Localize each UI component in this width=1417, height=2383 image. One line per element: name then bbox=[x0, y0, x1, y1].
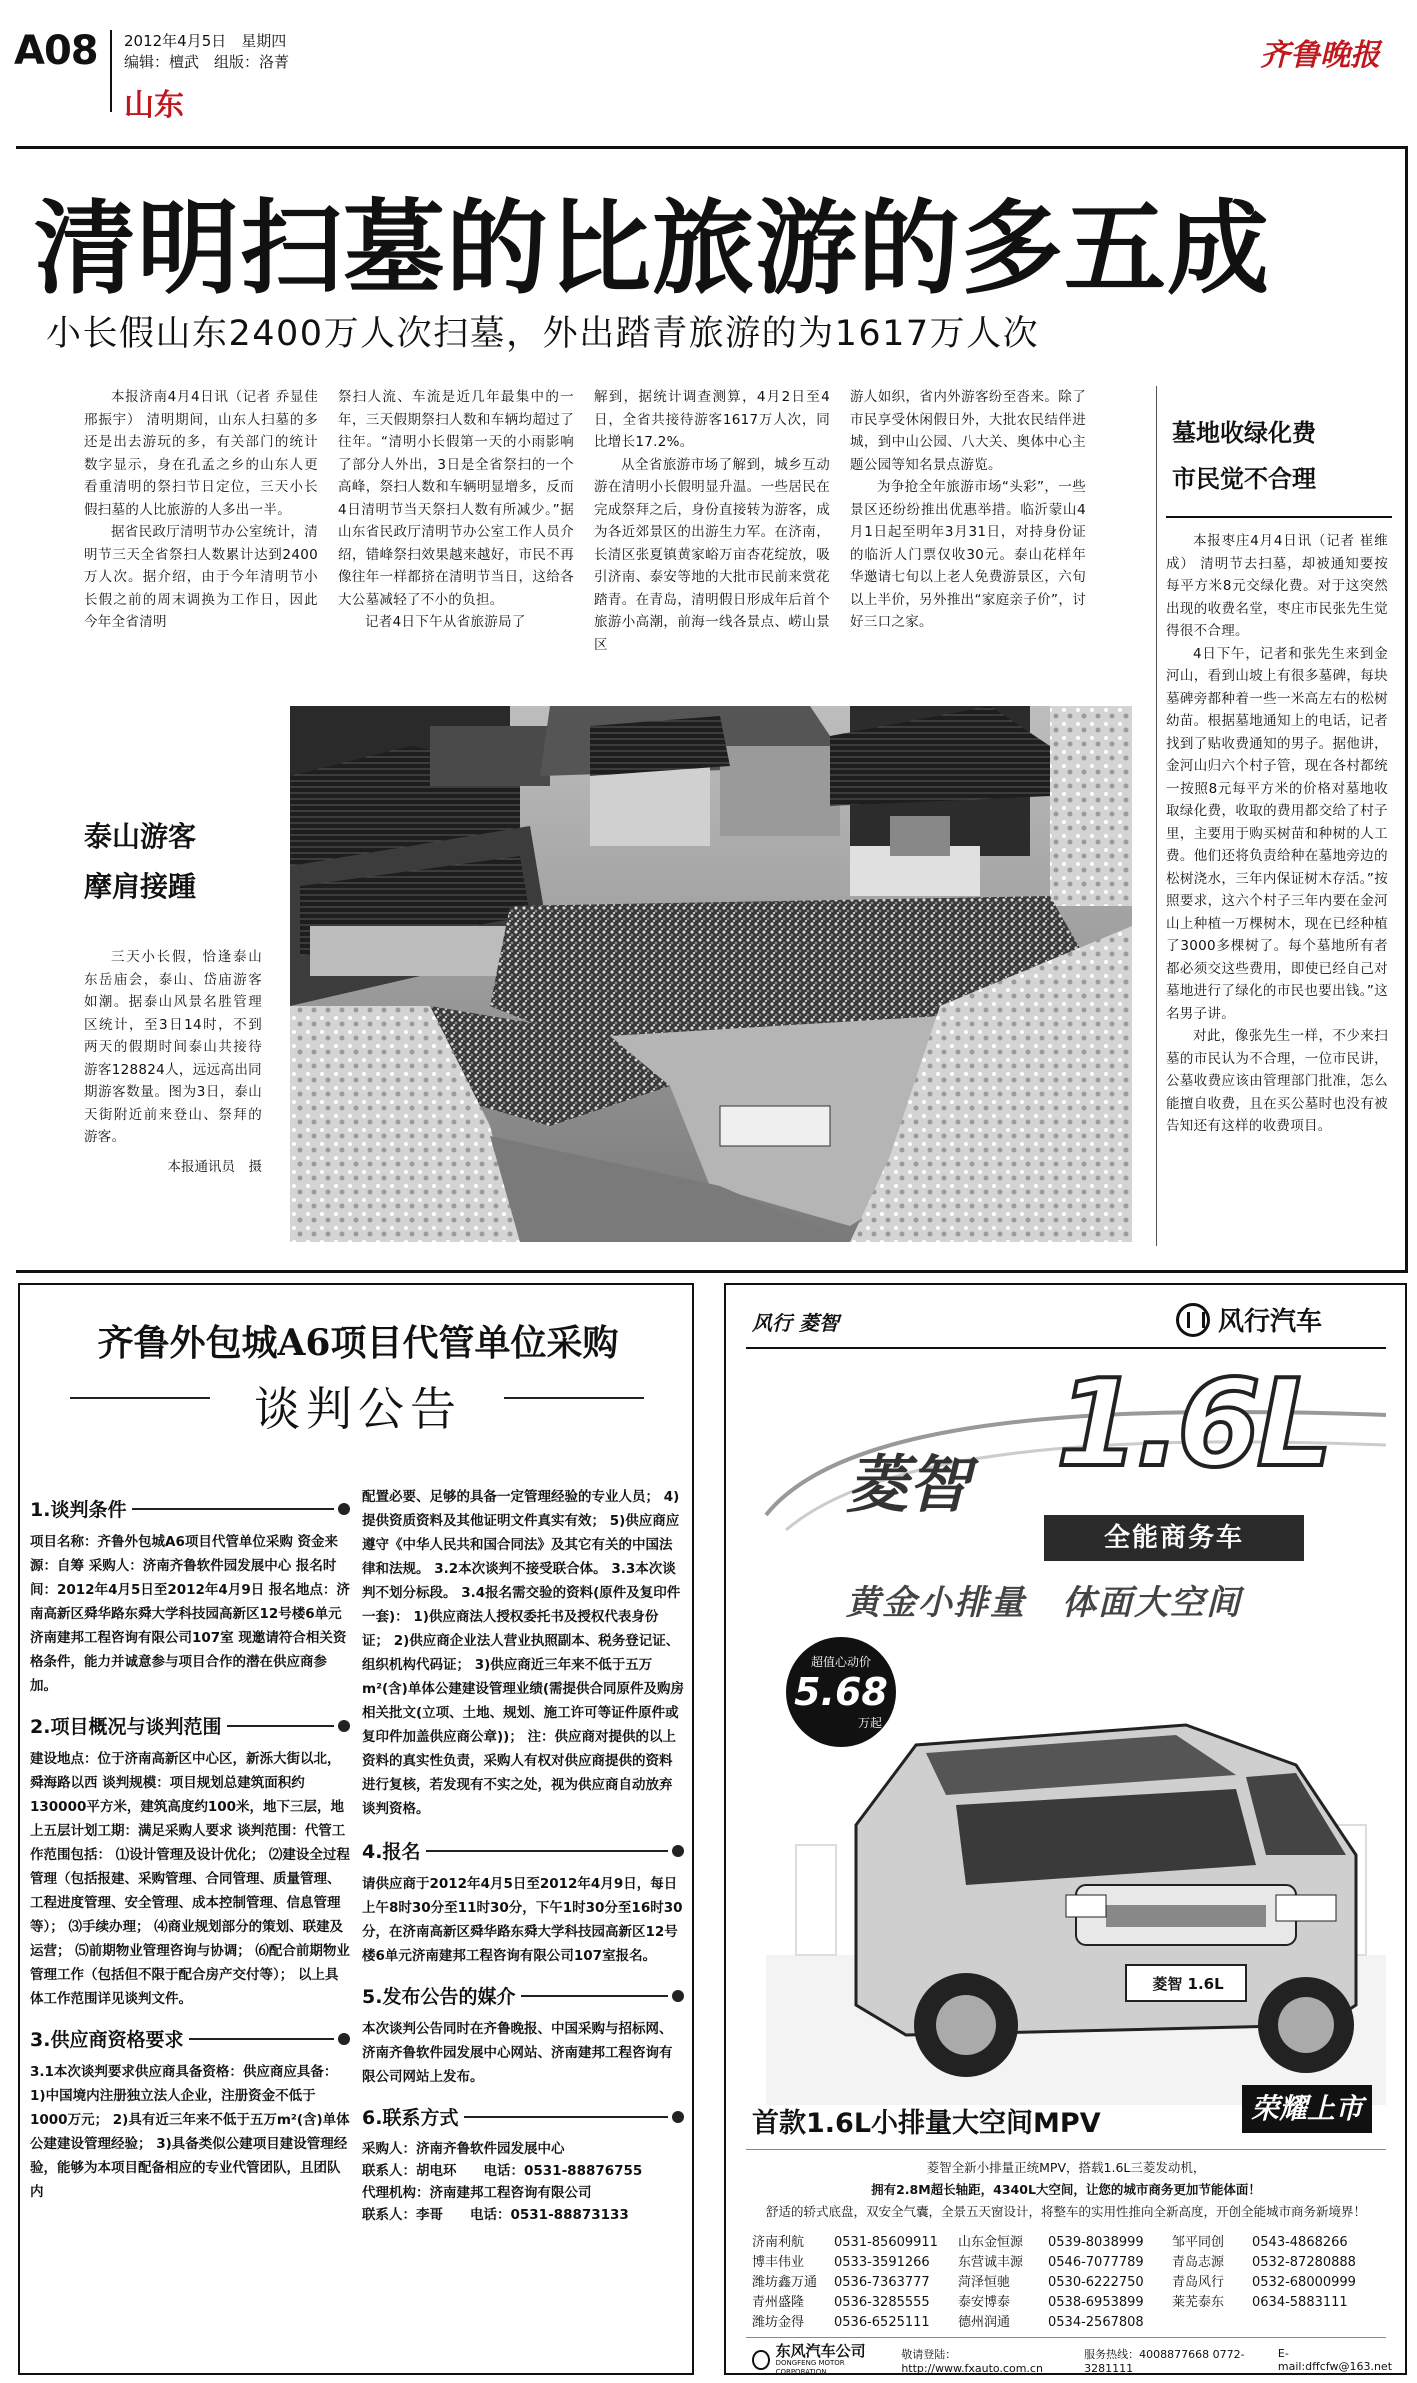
article-paragraph: 为争抢全年旅游市场“头彩”，一些景区还纷纷推出优惠举措。临沂蒙山4月1日起至明年3月31日，对持身份证的临沂人门票仅收30元。泰山花样年华邀请七旬以上老人免费游景区，六旬以上半价，另外推出“家庭亲子价”，讨好三口之家。 bbox=[850, 479, 1086, 630]
column-rule bbox=[1156, 386, 1157, 1246]
notice-title: 齐鲁外包城A6项目代管单位采购 bbox=[97, 1322, 619, 1364]
dealer-phone: 0532-87280888 bbox=[1252, 2255, 1356, 2270]
section-label: 山东 bbox=[124, 88, 184, 123]
ad-brand-right: 风行汽车 bbox=[1218, 1307, 1323, 1337]
dealer-name: 博丰伟业 bbox=[752, 2255, 805, 2270]
editors-credit: 编辑：檀武 组版：洛菁 bbox=[124, 53, 290, 71]
license-plate: 菱智 1.6L bbox=[1152, 1975, 1224, 1993]
dealer-phone: 0546-7077789 bbox=[1048, 2255, 1144, 2270]
article-column-3 bbox=[594, 386, 830, 656]
article-paragraph: 记者4日下午从省旅游局了 bbox=[365, 614, 526, 630]
side-headline-rule bbox=[1166, 516, 1392, 518]
section-body: 建设地点：位于济南高新区中心区，新泺大街以北，舜海路以西 谈判规模：项目规划总建筑面积约130000平方米，建筑高度约100米，地下三层，地上五层计划工期：满足采购人要求 谈判范围：代管工作范围包括： ⑴设计管理及设计优化； ⑵建设全过程管理（包括报建、采购管理、合同管理、质量管理、工程进度管理、安全管理、成本控制管理、信息管理等）； ⑶手续办理； ⑷商业规划部分的策划、联建及运营； ⑸前期物业管理咨询与协调； ⑹配合前期物业管理工作（包括但不限于配合房产交付等）； 以上具体工作范围详见谈判文件。 bbox=[30, 1751, 350, 2007]
dealer-name: 莱芜泰东 bbox=[1172, 2295, 1225, 2310]
dealer-phone: 0530-6222750 bbox=[1048, 2275, 1144, 2290]
photo-illustration bbox=[290, 706, 1132, 1242]
dealer-name: 济南利航 bbox=[752, 2235, 805, 2250]
contact-line: 代理机构：济南建邦工程咨询有限公司 bbox=[362, 2185, 592, 2201]
ad-description bbox=[746, 2157, 1386, 2223]
dealer-list bbox=[752, 2233, 1392, 2333]
ad-desc-line: 舒适的轿式底盘，双安全气囊，全景五天窗设计，将整车的实用性推向全新高度，开创全能城市商务新境界！ bbox=[765, 2204, 1366, 2219]
dealer-name: 德州润通 bbox=[958, 2315, 1011, 2330]
procurement-notice bbox=[18, 1283, 694, 2375]
ad-displacement: 1.6L bbox=[1056, 1355, 1330, 1494]
dealer-phone: 0536-6525111 bbox=[834, 2315, 930, 2330]
ad-launch-badge: 荣耀上市 bbox=[1242, 2085, 1372, 2133]
ad-bottom-slogan: 首款1.6L小排量大空间MPV bbox=[752, 2108, 1101, 2139]
article-paragraph: 据省民政厅清明节办公室统计，清明节三天全省祭扫人数累计达到2400万人次。据介绍，由于今年清明节小长假之前的周末调换为工作日，因此今年全省清明 bbox=[84, 524, 318, 630]
dealer-name: 山东金恒源 bbox=[958, 2235, 1024, 2250]
section-heading: 6.联系方式 bbox=[362, 2103, 684, 2130]
dealer-phone: 0536-7363777 bbox=[834, 2275, 930, 2290]
price-label: 超值心动价 bbox=[810, 1655, 871, 1669]
car-advertisement bbox=[724, 1283, 1407, 2375]
footer-company-en: DONGFENG MOTOR CORPORATION bbox=[775, 2359, 845, 2375]
ad-brand-logo bbox=[1176, 1301, 1322, 1338]
headline: 清明扫墓的比旅游的多五成 bbox=[34, 190, 1270, 309]
header-divider bbox=[110, 30, 112, 112]
footer-website: 敬请登陆：http://www.fxauto.com.cn bbox=[901, 2347, 1043, 2375]
caption-text bbox=[84, 946, 262, 1149]
article-paragraph: 本报枣庄4月4日讯（记者 崔维成） 清明节去扫墓，却被通知要按每平方米8元交绿化费。对于这突然出现的收费名堂，枣庄市民张先生觉得很不合理。 bbox=[1166, 533, 1388, 639]
price-value: 5.68 bbox=[794, 1670, 888, 1714]
dealer-name: 菏泽恒驰 bbox=[958, 2275, 1011, 2290]
section-heading: 1.谈判条件 bbox=[30, 1495, 350, 1522]
article-paragraph: 游人如织，省内外游客纷至沓来。除了市民享受休闲假日外，大批农民结伴进城，到中山公园、八大关、奥体中心主题公园等知名景点游览。 bbox=[850, 389, 1086, 473]
ad-tagline-box: 全能商务车 bbox=[1044, 1515, 1304, 1561]
dealer-phone: 0531-85609911 bbox=[834, 2235, 938, 2250]
dealer-name: 泰安博泰 bbox=[958, 2295, 1011, 2310]
article-paragraph: 4日下午，记者和张先生来到金河山，看到山坡上有很多墓碑，每块墓碑旁都种着一些一米高左右的松树幼苗。根据墓地通知上的电话，记者找到了贴收费通知的男子。据他讲，金河山归六个村子管，现在各村都统一按照8元每平方米的价格对墓地收取绿化费，收取的费用都交给了村子里，主要用于购买树苗和种树的人工费。他们还将负责给种在墓地旁边的松树浇水，三年内保证树木存活。”按照要求，这六个村子三年内要在金河山上种植一万棵树木，现在已经种植了3000多棵树了。每个墓地所有者都必须交这些费用，即使已经自己对墓地进行了绿化的市民也要出钱。”这名男子讲。 bbox=[1166, 645, 1388, 1022]
taishan-crowd-photo bbox=[290, 706, 1132, 1242]
mpv-car-illustration bbox=[766, 1705, 1386, 2105]
ad-footer-rule bbox=[746, 2337, 1386, 2338]
footer-hotline: 服务热线：4008877668 0772-3281111 bbox=[1084, 2347, 1245, 2375]
caption-title: 泰山游客 bbox=[84, 820, 197, 853]
side-headline-line: 市民觉不合理 bbox=[1172, 465, 1316, 493]
article-paragraph: 本报济南4月4日讯（记者 乔显佳 邢振宇） 清明期间，山东人扫墓的多还是出去游玩的多，有关部门的统计数字显示，身在孔孟之乡的山东人更看重清明的祭扫节日定位，三天小长假扫墓的人比旅游的人多出一半。 bbox=[84, 389, 318, 518]
price-unit: 万起 bbox=[857, 1716, 882, 1730]
dongfeng-logo-icon bbox=[1176, 1303, 1210, 1337]
article-paragraph: 对此，像张先生一样，不少来扫墓的市民认为不合理，一位市民讲，公墓收费应该由管理部门批准，怎么能擅自收费，且在买公墓时也没有被告知还有这样的收费项目。 bbox=[1166, 1028, 1388, 1134]
dealer-name: 青岛风行 bbox=[1172, 2275, 1225, 2290]
contact-line: 联系人：胡电环 电话：0531-88876755 bbox=[362, 2163, 643, 2179]
page-number: A08 bbox=[14, 28, 98, 74]
article-column-2 bbox=[338, 386, 574, 634]
section-body: 本次谈判公告同时在齐鲁晚报、中国采购与招标网、济南齐鲁软件园发展中心网站、济南建邦工程咨询有限公司网站上发布。 bbox=[362, 2021, 673, 2085]
section-body: 请供应商于2012年4月5日至2012年4月9日，每日上午8时30分至11时30分，下午1时30分至16时30分，在济南高新区舜华路东舜大学科技园高新区12号楼6单元济南建邦工程咨询有限公司107室报名。 bbox=[362, 1876, 683, 1964]
dealer-name: 邹平同创 bbox=[1172, 2235, 1225, 2250]
dealer-name: 青州盛隆 bbox=[752, 2295, 805, 2310]
ad-slogan: 黄金小排量 体面大空间 bbox=[846, 1583, 1242, 1623]
section-heading: 3.供应商资格要求 bbox=[30, 2025, 350, 2052]
dealer-name: 潍坊金得 bbox=[752, 2315, 805, 2330]
dealer-name: 潍坊鑫万通 bbox=[752, 2275, 818, 2290]
side-headline bbox=[1172, 410, 1382, 502]
dealer-name: 东营诚丰源 bbox=[958, 2255, 1024, 2270]
dealer-row bbox=[752, 2253, 1392, 2273]
ad-model-name: 菱智 bbox=[846, 1448, 971, 1521]
dealer-phone: 0634-5883111 bbox=[1252, 2295, 1348, 2310]
dealer-row bbox=[752, 2293, 1392, 2313]
ad-footer bbox=[752, 2343, 1392, 2375]
dealer-phone: 0543-4868266 bbox=[1252, 2235, 1348, 2250]
footer-email: E-mail:dffcfw@163.net bbox=[1277, 2347, 1393, 2373]
subheadline: 小长假山东2400万人次扫墓，外出踏青旅游的为1617万人次 bbox=[46, 314, 1040, 354]
article-column-1 bbox=[84, 386, 318, 634]
section-heading: 2.项目概况与谈判范围 bbox=[30, 1712, 350, 1739]
article-paragraph: 从全省旅游市场了解到，城乡互动游在清明小长假明显升温。一些居民在完成祭拜之后，身份直接转为游客，成为各近郊景区的出游生力军。在济南，长清区张夏镇黄家峪万亩杏花绽放，吸引济南、泰安等地的大批市民前来赏花踏青。在青岛，清明假日形成年后首个旅游小高潮，前海一线各景点、崂山景区 bbox=[594, 456, 830, 653]
dealer-name bbox=[1172, 2313, 1252, 2333]
side-headline-line: 墓地收绿化费 bbox=[1172, 419, 1316, 447]
dealer-row bbox=[752, 2273, 1392, 2293]
footer-company: 东风汽车公司 bbox=[775, 2342, 866, 2360]
newspaper-logo: 齐鲁晚报 bbox=[1260, 38, 1380, 73]
contact-line: 采购人：济南齐鲁软件园发展中心 bbox=[362, 2141, 565, 2157]
caption-title: 摩肩接踵 bbox=[84, 870, 197, 903]
notice-col-right bbox=[362, 1485, 684, 2226]
side-article-body bbox=[1166, 530, 1388, 1138]
dealer-phone: 0536-3285555 bbox=[834, 2295, 930, 2310]
ad-desc-line: 菱智全新小排量正统MPV，搭载1.6L三菱发动机， bbox=[926, 2160, 1206, 2175]
photo-caption bbox=[84, 812, 262, 1175]
notice-col-left bbox=[30, 1495, 350, 2204]
dealer-phone: 0534-2567808 bbox=[1048, 2315, 1144, 2330]
caption-body: 三天小长假，恰逢泰山东岳庙会，泰山、岱庙游客如潮。据泰山风景名胜管理区统计，至3日14时，不到两天的假期时间泰山共接待游客128824人，远远高出同期游客数量。图为3日，泰山天街附近前来登山、祭拜的游客。 bbox=[84, 949, 262, 1145]
issue-date: 2012年4月5日 星期四 bbox=[124, 32, 287, 50]
dealer-phone: 0539-8038999 bbox=[1048, 2235, 1144, 2250]
section-body: 配置必要、足够的具备一定管理经验的专业人员； 4)提供资质资料及其他证明文件真实有效； 5)供应商应遵守《中华人民共和国合同法》及其它有关的中国法律和法规。 3.2本次谈判不接受联合体。 3.3本次谈判不划分标段。 3.4报名需交验的资料(原件及复印件一套)： 1)供应商法人授权委托书及授权代表身份证； 2)供应商企业法人营业执照副本、税务登记证、组织机构代码证； 3)供应商近三年来不低于五万m²(含)单体公建建设管理业绩(需提供合同原件及购房相关批文(立项、土地、规划、施工许可等证件原件或复印件加盖供应商公章))； 注：供应商对提供的以上资料的真实性负责，采购人有权对供应商提供的资料进行复核，若发现有不实之处，视为供应商自动放弃谈判资格。 bbox=[362, 1489, 684, 1817]
dealer-name: 青岛志源 bbox=[1172, 2255, 1225, 2270]
ad-desc-line: 拥有2.8M超长轴距，4340L大空间，让您的城市商务更加节能体面！ bbox=[871, 2182, 1261, 2197]
section-body: 项目名称：齐鲁外包城A6项目代管单位采购 资金来源：自筹 采购人：济南齐鲁软件园发展中心 报名时间：2012年4月5日至2012年4月9日 报名地点：济南高新区舜华路东舜大学科技园高新区12号楼6单元济南建邦工程咨询有限公司107室 现邀请符合相关资格条件，能力并诚意参与项目合作的潜在供应商参加。 bbox=[30, 1534, 350, 1694]
ad-top-rule bbox=[746, 1347, 1386, 1349]
section-heading: 5.发布公告的媒介 bbox=[362, 1982, 684, 2009]
section-body: 3.1本次谈判要求供应商具备资格：供应商应具备： 1)中国境内注册独立法人企业，注册资金不低于1000万元； 2)具有近三年来不低于五万m²(含)单体公建建设管理经验； 3)具备类似公建项目建设管理经验，能够为本项目配备相应的专业代管团队，且团队内 bbox=[30, 2064, 350, 2200]
dealer-phone: 0538-6953899 bbox=[1048, 2295, 1144, 2310]
dealer-phone: 0533-3591266 bbox=[834, 2255, 930, 2270]
article-column-4 bbox=[850, 386, 1086, 634]
dealer-row bbox=[752, 2313, 1392, 2333]
ad-desc-rule bbox=[746, 2149, 1386, 2150]
article-paragraph: 祭扫人流、车流是近几年最集中的一年，三天假期祭扫人数和车辆均超过了往年。“清明小长假第一天的小雨影响了部分人外出，3日是全省祭扫的一个高峰，祭扫人数和车辆明显增多，反而4日清明节当天祭扫人数有所减少。”据山东省民政厅清明节办公室工作人员介绍，错峰祭扫效果越来越好，市民不再像往年一样都挤在清明节当日，这给各大公墓减轻了不小的负担。 bbox=[338, 389, 574, 608]
ad-brand-left: 风行 菱智 bbox=[752, 1311, 839, 1335]
dealer-phone bbox=[1252, 2313, 1372, 2333]
contact-line: 联系人：李哥 电话：0531-88873133 bbox=[362, 2207, 629, 2223]
section-heading: 4.报名 bbox=[362, 1837, 684, 1864]
dealer-phone: 0532-68000999 bbox=[1252, 2275, 1356, 2290]
article-paragraph: 解到，据统计调查测算，4月2日至4日，全省共接待游客1617万人次，同比增长17.2%。 bbox=[594, 389, 830, 450]
dongfeng-corp-icon bbox=[752, 2350, 770, 2370]
notice-title-rule-right bbox=[504, 1397, 644, 1399]
notice-subtitle: 谈判公告 bbox=[254, 1382, 462, 1436]
dealer-row bbox=[752, 2233, 1392, 2253]
photo-credit: 本报通讯员 摄 bbox=[167, 1158, 262, 1175]
